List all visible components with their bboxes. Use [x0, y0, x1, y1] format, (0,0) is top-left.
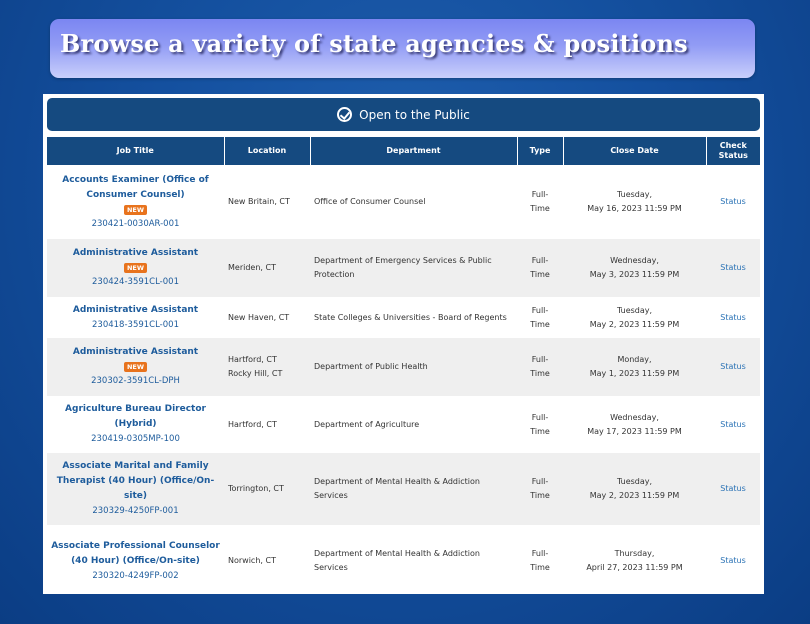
job-code: 230329-4250FP-001 — [92, 506, 179, 516]
new-badge: NEW — [124, 362, 147, 372]
job-code: 230320-4249FP-002 — [92, 570, 179, 581]
status-cell — [706, 453, 760, 525]
col-header-department[interactable]: Department — [310, 137, 517, 165]
table-row — [47, 338, 760, 396]
status-link[interactable]: Status — [720, 419, 746, 429]
status-link[interactable]: Status — [720, 312, 746, 322]
jobs-table — [47, 137, 760, 594]
close-day: Thursday, — [614, 549, 655, 558]
job-title-link[interactable]: Administrative Assistant — [72, 248, 199, 258]
close-date: May 16, 2023 11:59 PM — [587, 204, 682, 213]
job-title-link[interactable]: Accounts Examiner (Office of Consumer Counsel) — [62, 174, 209, 200]
type-cell: Full-Time — [517, 165, 563, 239]
job-title-cell — [47, 396, 224, 453]
check-circle-icon — [337, 107, 352, 122]
table-row — [47, 453, 760, 525]
location-cell: New Haven, CT — [224, 297, 310, 338]
status-link[interactable]: Status — [720, 263, 746, 272]
close-date: May 2, 2023 11:59 PM — [589, 491, 680, 500]
job-title-link[interactable]: Administrative Assistant — [72, 304, 199, 315]
status-cell — [706, 338, 760, 396]
col-header-close-date[interactable]: Close Date — [563, 137, 706, 165]
department-cell: State Colleges & Universities - Board of Regents — [310, 297, 517, 338]
new-badge: NEW — [124, 263, 147, 273]
job-title-link[interactable]: Agriculture Bureau Director (Hybrid) — [65, 404, 206, 429]
type-cell: Full-Time — [517, 453, 563, 525]
status-link[interactable]: Status — [720, 362, 746, 371]
job-code: 230424-3591CL-001 — [92, 277, 179, 287]
type-cell: Full-Time — [517, 525, 563, 594]
close-date-cell — [563, 525, 706, 594]
col-header-check-status: Check Status — [706, 137, 760, 165]
close-date-cell — [563, 165, 706, 239]
status-cell — [706, 239, 760, 297]
open-to-public-bar — [47, 98, 760, 131]
col-header-type[interactable]: Type — [517, 137, 563, 165]
col-header-location[interactable]: Location — [224, 137, 310, 165]
location-cell: New Britain, CT — [224, 165, 310, 239]
close-day: Wednesday, — [610, 412, 659, 422]
job-title-link[interactable]: Administrative Assistant — [72, 347, 199, 357]
close-date: May 1, 2023 11:59 PM — [589, 369, 680, 378]
status-cell — [706, 165, 760, 239]
department-cell: Department of Agriculture — [310, 396, 517, 453]
table-row — [47, 396, 760, 453]
close-date: April 27, 2023 11:59 PM — [586, 563, 683, 572]
status-cell — [706, 297, 760, 338]
type-cell: Full-Time — [517, 239, 563, 297]
table-row — [47, 239, 760, 297]
jobs-panel — [43, 94, 764, 594]
close-date: May 2, 2023 11:59 PM — [589, 319, 680, 329]
close-date-cell — [563, 239, 706, 297]
department-cell: Department of Mental Health & Addiction Services — [310, 453, 517, 525]
job-title-cell — [47, 297, 224, 338]
table-header-row — [47, 137, 760, 165]
status-link[interactable]: Status — [720, 484, 746, 493]
section-label: Open to the Public — [359, 107, 470, 122]
table-row — [47, 297, 760, 338]
page-banner — [50, 19, 755, 78]
location-cell: Meriden, CT — [224, 239, 310, 297]
location-cell: Norwich, CT — [224, 525, 310, 594]
close-date-cell — [563, 338, 706, 396]
close-date-cell — [563, 297, 706, 338]
job-code: 230418-3591CL-001 — [92, 319, 179, 330]
close-day: Tuesday, — [616, 305, 653, 315]
job-title-cell — [47, 165, 224, 239]
department-cell: Office of Consumer Counsel — [310, 165, 517, 239]
job-code: 230302-3591CL-DPH — [91, 376, 180, 386]
close-date: May 17, 2023 11:59 PM — [587, 426, 682, 436]
job-title-link[interactable]: Associate Marital and Family Therapist (40 Hour) (Office/On-site) — [56, 461, 215, 501]
job-code: 230419-0305MP-100 — [91, 434, 180, 444]
job-title-cell — [47, 453, 224, 525]
type-cell: Full-Time — [517, 338, 563, 396]
job-code: 230421-0030AR-001 — [91, 218, 180, 229]
job-title-cell — [47, 525, 224, 594]
type-cell: Full-Time — [517, 396, 563, 453]
job-title-cell — [47, 338, 224, 396]
close-day: Tuesday, — [616, 190, 653, 199]
status-cell — [706, 396, 760, 453]
department-cell: Department of Emergency Services & Public Protection — [310, 239, 517, 297]
job-title-link[interactable]: Associate Professional Counselor (40 Hour) (Office/On-site) — [51, 540, 220, 566]
status-cell — [706, 525, 760, 594]
status-link[interactable]: Status — [720, 556, 746, 565]
close-date-cell — [563, 453, 706, 525]
location-cell: Hartford, CT Rocky Hill, CT — [224, 338, 310, 396]
close-day: Monday, — [617, 355, 652, 364]
table-row — [47, 525, 760, 594]
new-badge: NEW — [124, 205, 147, 215]
status-link[interactable]: Status — [720, 197, 746, 206]
department-cell: Department of Mental Health & Addiction Services — [310, 525, 517, 594]
close-date: May 3, 2023 11:59 PM — [589, 270, 680, 279]
close-date-cell — [563, 396, 706, 453]
department-cell: Department of Public Health — [310, 338, 517, 396]
location-cell: Torrington, CT — [224, 453, 310, 525]
table-row — [47, 165, 760, 239]
close-day: Tuesday, — [616, 477, 653, 486]
close-day: Wednesday, — [610, 256, 659, 265]
location-cell: Hartford, CT — [224, 396, 310, 453]
banner-title: Browse a variety of state agencies & positions — [60, 29, 688, 58]
col-header-job-title[interactable]: Job Title — [47, 137, 224, 165]
job-title-cell — [47, 239, 224, 297]
type-cell: Full-Time — [517, 297, 563, 338]
